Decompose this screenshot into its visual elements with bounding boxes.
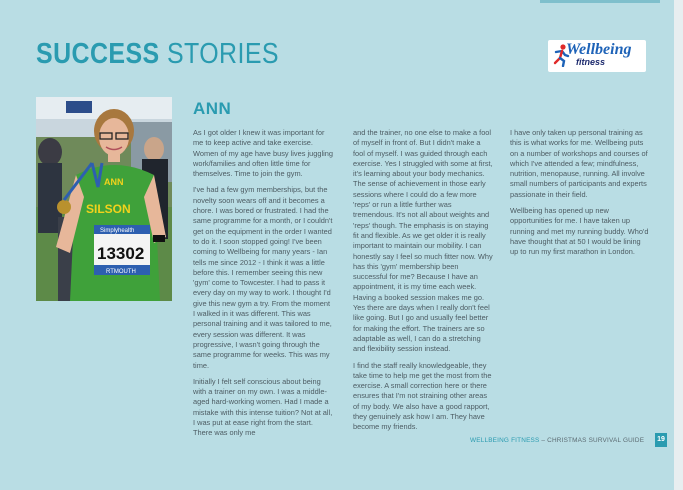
bib-sponsor: Simplyhealth	[100, 228, 135, 234]
page-footer	[470, 437, 644, 444]
vest-text: SILSON	[86, 202, 131, 216]
wellbeing-fitness-logo	[548, 40, 646, 72]
paragraph: I've had a few gym memberships, but the novelty soon wears off and it becomes a chore. I was bored or frustrated. I had the same programme for a month, or I couldn't get on the equipment in the order I wanted to do it. I soon stopped going! I've been coming to Wellbeing for many years - Ian tells me since 2012 - I think it was a little before this. I remember seeing this new 'gym' come to Towcester. I had to pass it every day on my way to work. I thought I'd give this new gym a try. From the moment I walked in it was different. This was personal training and it was tailored to me, every session was different. It was progressive, I wasn't going through the same programme for weeks. This was my time.	[193, 185, 333, 370]
article-column-3	[510, 128, 650, 264]
footer-section: CHRISTMAS SURVIVAL GUIDE	[547, 437, 645, 444]
marathon-runner-image	[36, 97, 172, 301]
title-rest: STORIES	[159, 38, 279, 70]
top-accent-bar	[540, 0, 660, 3]
profile-name: ANN	[193, 99, 232, 118]
title-bold: SUCCESS	[36, 38, 160, 70]
article-column-2	[353, 128, 494, 439]
paragraph: Wellbeing has opened up new opportunities for me. I have taken up running and met my running buddy. Who'd have thought that at 50 I would be lining up to run my first marathon in London.	[510, 206, 649, 257]
paragraph: and the trainer, no one else to make a fool of myself in front of. But I didn't make a fool of myself. I was guided through each exercise. Yes I struggled with some at first, it's learning about your body mechanics. The sense of achievement in those early sessions where I could do a few more 'reps' or run a little further was tremendous. It's not all about weights and 'reps' though. The emphasis is on staying fit and flexible. As we get older it is really important to maintain our mobility. I can honestly say I feel so much fitter now. Why has this 'gym' membership been successful for me? Because I have an appointment, it is my time each week. Having a booked session makes me go. Yes there are days when I really don't feel like going. But I go and usually feel better for making the effort. The trainers are so adaptable as well, I can do a stretching and flexibility session instead.	[353, 128, 493, 354]
page-title	[36, 38, 279, 71]
page-number: 19	[655, 433, 667, 447]
paragraph: As I got older I knew it was important for me to keep active and take exercise. Women of my age have busy lives juggling work/families and often little time for themselves. Time to join the gym.	[193, 128, 333, 179]
logo-brand: Wellbeing	[566, 41, 632, 58]
paragraph: I have only taken up personal training as this is what works for me. Wellbeing puts on a number of workshops and courses of which I've attended a few; mindfulness, nutrition, menopause, running. All involve small numbers of participants and experts passionate in their field.	[510, 128, 648, 199]
page-edge	[674, 0, 683, 490]
shirt-name: ANN	[104, 177, 124, 187]
paragraph: Initially I felt self conscious about being with a trainer on my own. I was a middle-aged hard-working women. Had I made a mistake with this intense tuition? Not at all, I was put at ease right from the start. There was only me	[193, 376, 333, 438]
runner-photo	[36, 97, 172, 301]
bib-bottom: RTMOUTH	[106, 269, 136, 275]
bib-number: 13302	[97, 244, 145, 263]
footer-separator: –	[539, 437, 548, 444]
paragraph: I find the staff really knowledgeable, they take time to help me get the most from the exercise. A small correction here or there ensures that I'm not straining other areas of my body. We also have a good rapport, they genuinely ask how I am. They have become my friends.	[353, 360, 492, 432]
logo-sub: fitness	[576, 57, 606, 67]
footer-brand: WELLBEING FITNESS	[470, 437, 540, 444]
article-column-1	[193, 128, 333, 445]
